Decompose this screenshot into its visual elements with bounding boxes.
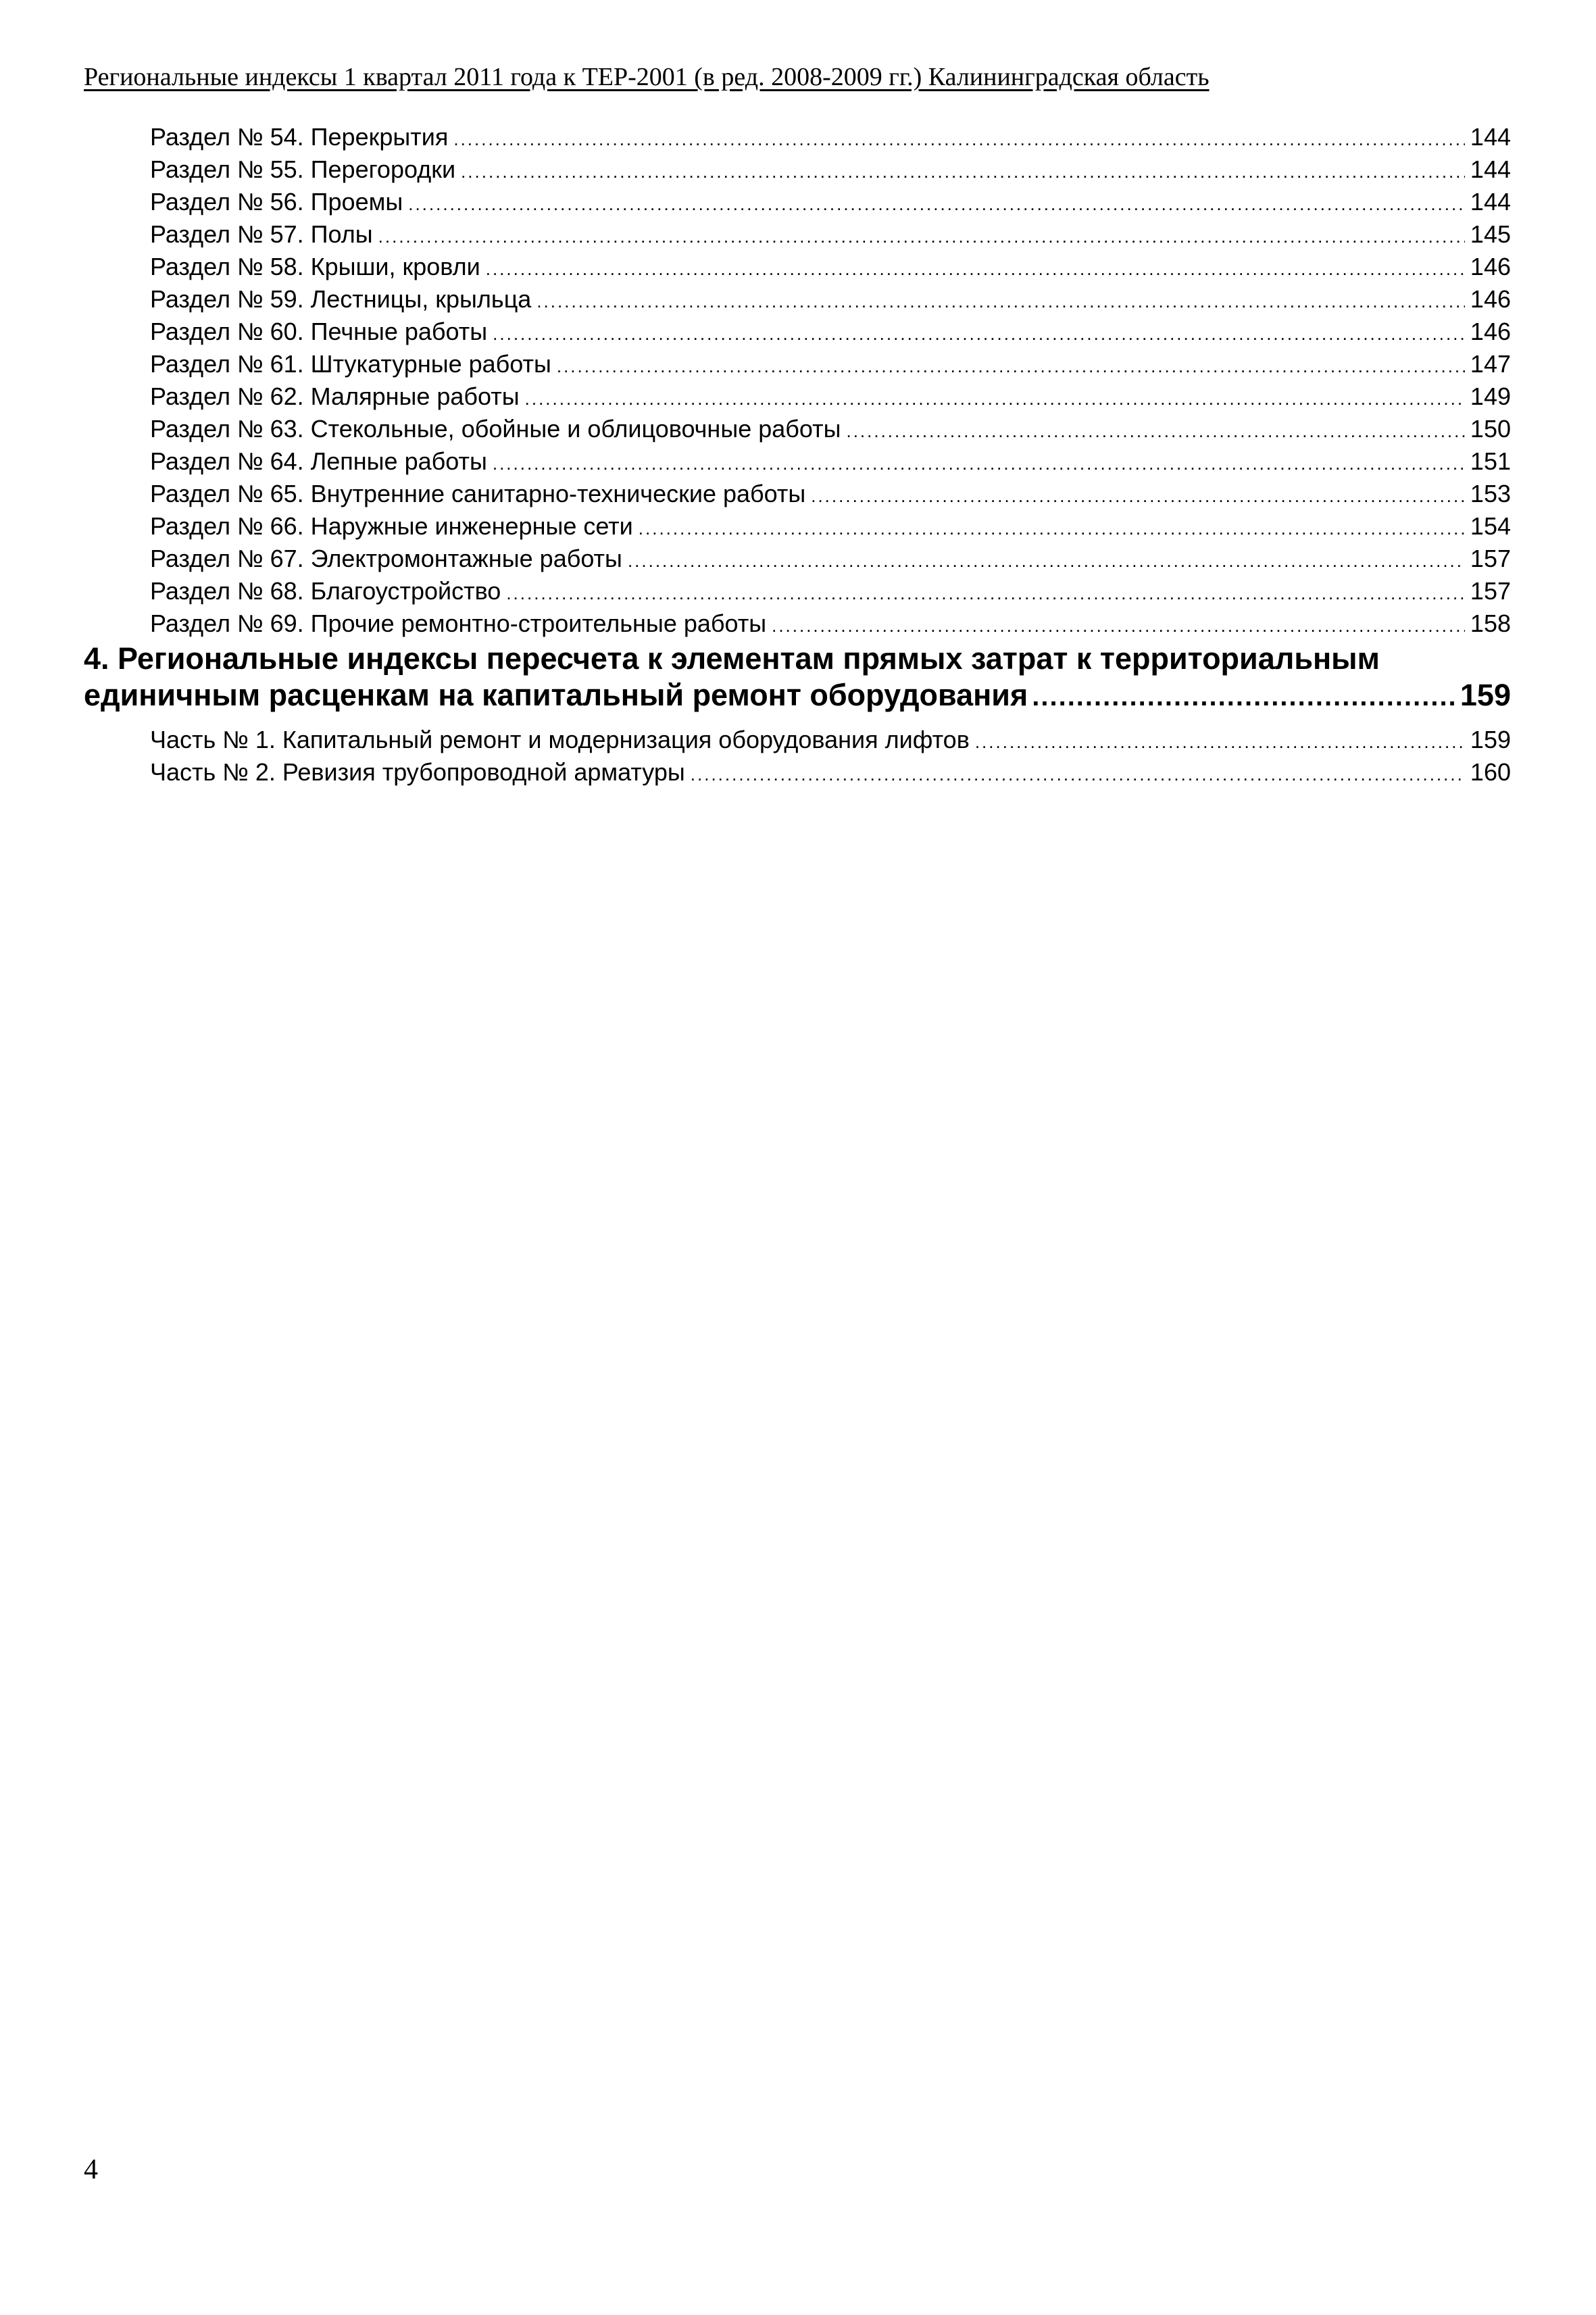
toc-entry[interactable] (150, 757, 1511, 790)
toc-entry-page: 146 (1470, 253, 1511, 280)
dot-leader (537, 286, 1465, 317)
dot-leader (461, 156, 1465, 187)
toc-entry[interactable] (150, 446, 1511, 479)
toc-entry[interactable] (150, 724, 1511, 757)
toc-entry-title: Раздел № 55. Перегородки (150, 155, 456, 183)
toc-chapter-title-line1: 4. Региональные индексы пересчета к элементам прямых затрат к территориальным (84, 641, 1380, 676)
toc-entry-title: Раздел № 66. Наружные инженерные сети (150, 512, 633, 540)
dot-leader (493, 448, 1465, 479)
toc-entry[interactable] (150, 576, 1511, 609)
dot-leader (557, 351, 1465, 382)
toc-entry-page: 144 (1470, 123, 1511, 151)
toc-entry[interactable] (150, 154, 1511, 187)
dot-leader (486, 253, 1465, 284)
toc-entry-page: 144 (1470, 155, 1511, 183)
toc-entry[interactable] (150, 381, 1511, 414)
toc-entry[interactable] (150, 251, 1511, 284)
toc-entry-title: Раздел № 64. Лепные работы (150, 447, 487, 475)
toc-entry-page: 153 (1470, 480, 1511, 507)
toc-entry-page: 159 (1470, 726, 1511, 753)
toc-entry-page: 147 (1470, 350, 1511, 378)
toc-entry-title: Часть № 1. Капитальный ремонт и модернизация оборудования лифтов (150, 726, 970, 753)
toc-entry-title: Раздел № 59. Лестницы, крыльца (150, 285, 532, 313)
toc-entry-page: 158 (1470, 609, 1511, 637)
dot-leader (525, 383, 1465, 414)
dot-leader (1032, 678, 1456, 715)
toc-entry-page: 154 (1470, 512, 1511, 540)
toc-entry[interactable] (150, 219, 1511, 252)
dot-leader (453, 124, 1465, 155)
toc-chapter-title-row (84, 677, 1511, 715)
dot-leader (639, 513, 1465, 544)
toc-entry-title: Раздел № 61. Штукатурные работы (150, 350, 551, 378)
toc-entry[interactable] (150, 511, 1511, 544)
toc-entry-page: 145 (1470, 220, 1511, 248)
toc-entry-page: 157 (1470, 545, 1511, 572)
dot-leader (408, 189, 1465, 220)
toc-entry[interactable] (150, 122, 1511, 155)
toc-entry-title: Раздел № 56. Проемы (150, 188, 403, 216)
toc-entry-title: Раздел № 60. Печные работы (150, 318, 488, 345)
toc-entry[interactable] (150, 608, 1511, 641)
toc-chapter-page: 159 (1460, 678, 1511, 712)
toc-entry[interactable] (150, 414, 1511, 447)
dot-leader (975, 726, 1465, 757)
toc-chapter-title-line2: единичным расценкам на капитальный ремонт оборудования (84, 678, 1028, 712)
toc-entry-title: Раздел № 58. Крыши, кровли (150, 253, 480, 280)
dot-leader (772, 610, 1465, 641)
toc-entry-title: Раздел № 63. Стекольные, обойные и облицовочные работы (150, 415, 841, 443)
running-header: Региональные индексы 1 квартал 2011 года к ТЕР-2001 (в ред. 2008-2009 гг.) Калининградская область (84, 63, 1210, 91)
dot-leader (846, 416, 1464, 447)
toc-entry-title: Раздел № 69. Прочие ремонтно-строительные работы (150, 609, 767, 637)
dot-leader (378, 221, 1465, 252)
dot-leader (691, 759, 1465, 790)
toc-entry[interactable] (150, 284, 1511, 317)
toc-entry-page: 150 (1470, 415, 1511, 443)
toc-entry-page: 146 (1470, 318, 1511, 345)
dot-leader (811, 480, 1465, 512)
toc-entry[interactable] (150, 543, 1511, 576)
toc-entry-title: Раздел № 65. Внутренние санитарно-технические работы (150, 480, 806, 507)
toc-entry-page: 160 (1470, 758, 1511, 786)
toc-entry-title: Часть № 2. Ревизия трубопроводной арматуры (150, 758, 685, 786)
toc-entry[interactable] (150, 186, 1511, 220)
toc-entry[interactable] (150, 349, 1511, 382)
toc-entry-title: Раздел № 68. Благоустройство (150, 577, 501, 605)
toc-entry[interactable] (150, 478, 1511, 512)
toc-entry-title: Раздел № 62. Малярные работы (150, 382, 520, 410)
toc-entry-page: 149 (1470, 382, 1511, 410)
toc-entry-title: Раздел № 54. Перекрытия (150, 123, 449, 151)
dot-leader (493, 318, 1465, 349)
toc-entry[interactable] (150, 316, 1511, 349)
toc-entry-page: 144 (1470, 188, 1511, 216)
dot-leader (506, 578, 1465, 609)
toc-entry-page: 157 (1470, 577, 1511, 605)
toc-chapter-entry[interactable] (84, 641, 1511, 715)
toc-entry-title: Раздел № 57. Полы (150, 220, 373, 248)
toc-entry-page: 151 (1470, 447, 1511, 475)
toc-entry-title: Раздел № 67. Электромонтажные работы (150, 545, 622, 572)
toc-entry-page: 146 (1470, 285, 1511, 313)
page-number: 4 (84, 2154, 98, 2185)
dot-leader (628, 545, 1465, 576)
